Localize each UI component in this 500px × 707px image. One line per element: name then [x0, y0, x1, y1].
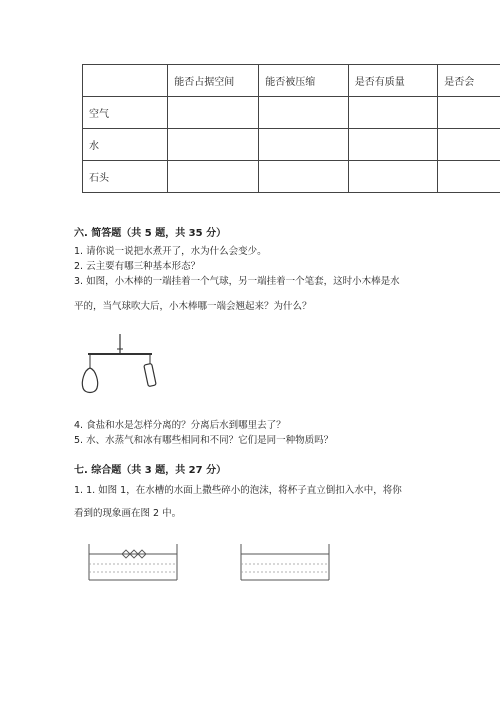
answer-cell[interactable]: [168, 97, 259, 129]
answer-cell[interactable]: [168, 129, 259, 161]
question-4: 4. 食盐和水是怎样分离的？分离后水到哪里去了？: [74, 420, 286, 431]
section7-question-1-line2: 看到的现象画在图 2 中。: [74, 508, 182, 519]
answer-cell[interactable]: [168, 161, 259, 193]
row-label: 石头: [83, 161, 168, 193]
answer-cell[interactable]: [348, 129, 438, 161]
balance-stick-figure: [70, 330, 170, 400]
answer-cell[interactable]: [259, 161, 349, 193]
row-label: 空气: [83, 97, 168, 129]
table-header-row: [83, 65, 500, 97]
table-row: [83, 97, 500, 129]
question-2: 2. 云主要有哪三种基本形态？: [74, 261, 201, 272]
section7-question-1-line1: 1. 1. 如图 1，在水槽的水面上撒些碎小的泡沫，将杯子直立倒扣入水中，将你: [74, 485, 402, 496]
row-label: 水: [83, 129, 168, 161]
table-header-cell: [83, 65, 168, 97]
answer-cell[interactable]: [438, 129, 500, 161]
question-3-line1: 3. 如图，小木棒的一端挂着一个气球，另一端挂着一个笔套，这时小木棒是水: [74, 276, 400, 287]
figure-2-water-tank: [240, 542, 330, 582]
section6-title: 六. 简答题（共 5 题，共 35 分）: [74, 228, 227, 239]
question-5: 5. 水、水蒸气和冰有哪些相同和不同？它们是同一种物质吗？: [74, 435, 334, 446]
question-3-line2: 平的，当气球吹大后，小木棒哪一端会翘起来？为什么？: [74, 301, 312, 312]
answer-cell[interactable]: [259, 97, 349, 129]
answer-cell[interactable]: [259, 129, 349, 161]
answer-cell[interactable]: [348, 161, 438, 193]
answer-cell[interactable]: [438, 161, 500, 193]
section7-title: 七. 综合题（共 3 题，共 27 分）: [74, 465, 227, 476]
table-header-cell: 能否被压缩: [259, 65, 349, 97]
table-header-cell: 能否占据空间: [168, 65, 259, 97]
question-1: 1. 请你说一说把水煮开了，水为什么会变少。: [74, 246, 267, 257]
table-header-cell: 是否会: [438, 65, 500, 97]
properties-table: [82, 64, 500, 193]
table-header-cell: 是否有质量: [348, 65, 438, 97]
answer-cell[interactable]: [438, 97, 500, 129]
table-row: [83, 161, 500, 193]
table-row: [83, 129, 500, 161]
figure-1-water-tank: [88, 542, 178, 582]
answer-cell[interactable]: [348, 97, 438, 129]
